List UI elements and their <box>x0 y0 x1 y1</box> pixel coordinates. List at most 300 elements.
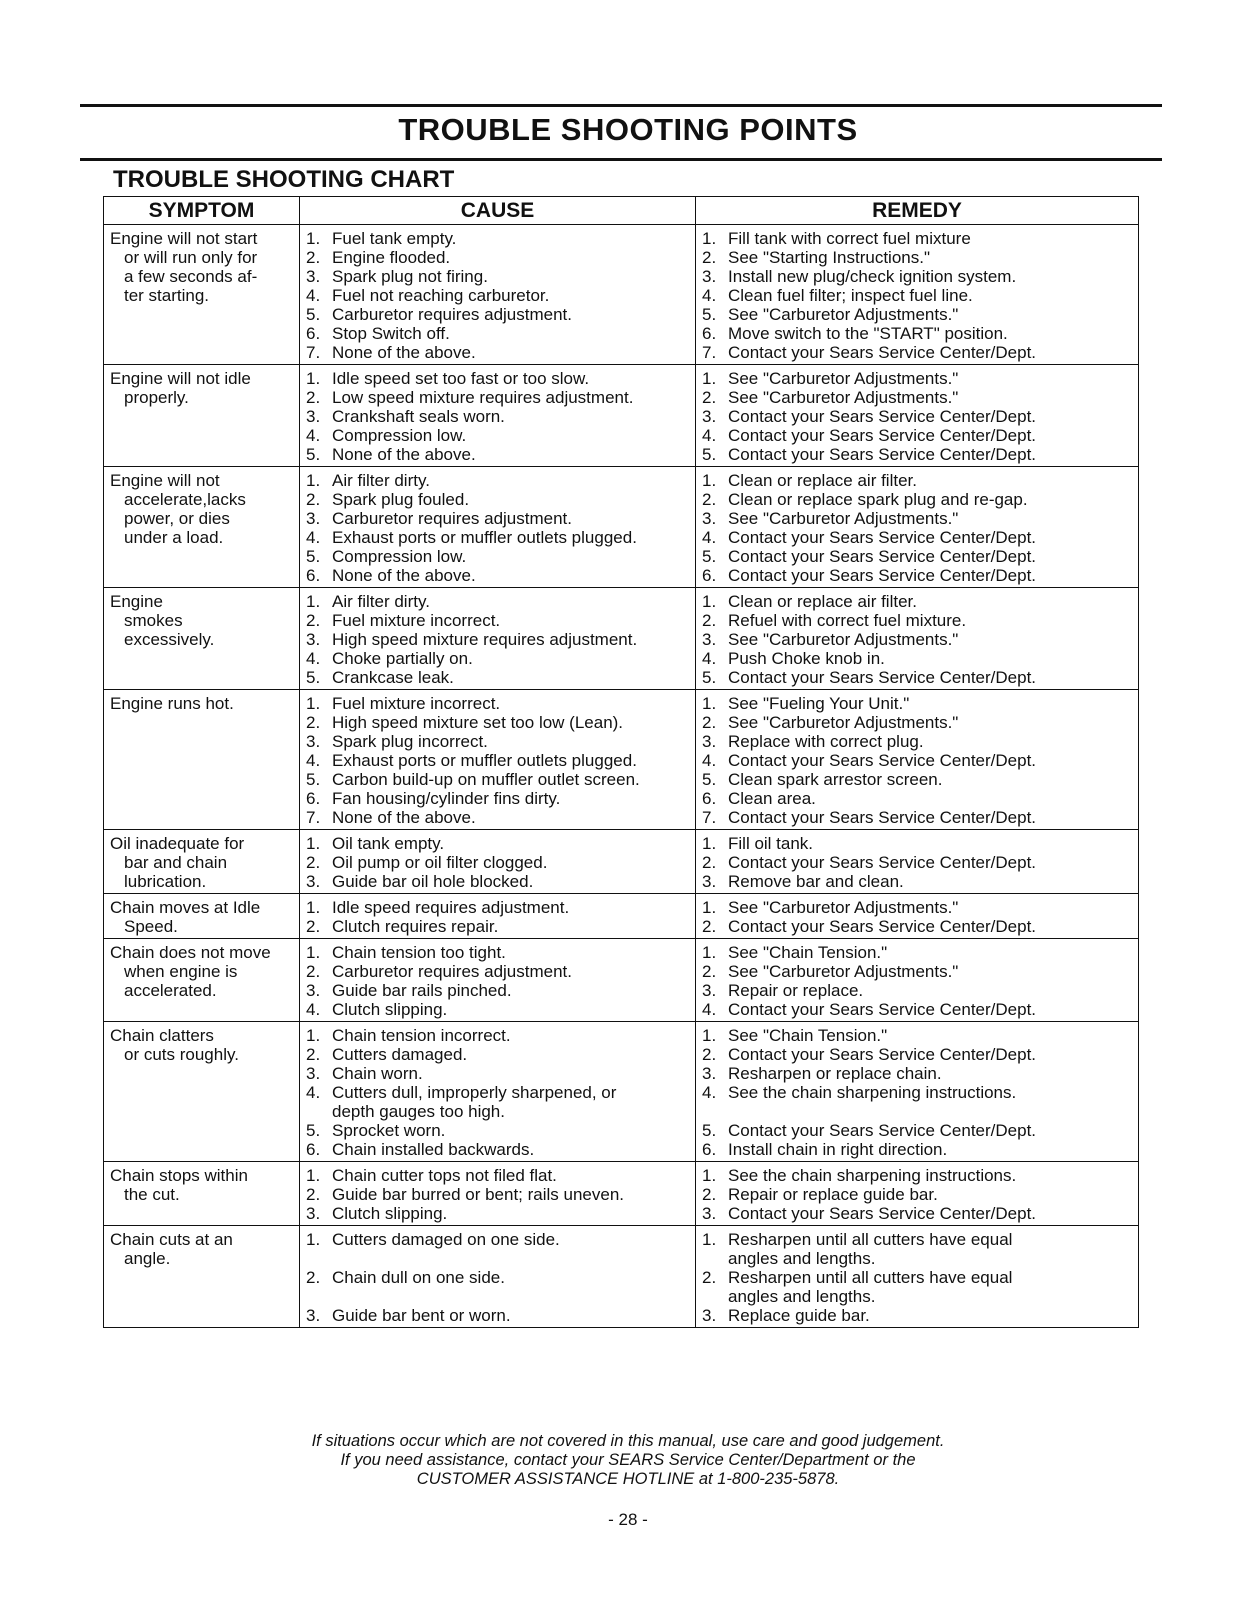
item-number: 4. <box>306 751 321 770</box>
item-number: 3. <box>306 407 321 426</box>
remedy-text: See "Fueling Your Unit." <box>728 694 910 713</box>
symptom-cell <box>104 939 300 1022</box>
cause-text: Clutch slipping. <box>332 1204 448 1223</box>
remedy-text: Contact your Sears Service Center/Dept. <box>728 853 1037 872</box>
remedy-text: Contact your Sears Service Center/Dept. <box>728 343 1037 362</box>
item-number: 1. <box>306 943 321 962</box>
remedy-text: See the chain sharpening instructions. <box>728 1166 1017 1185</box>
cause-item <box>306 229 689 248</box>
cause-text: Crankshaft seals worn. <box>332 407 505 426</box>
cause-cell <box>300 588 696 690</box>
remedy-item <box>702 566 1132 585</box>
remedy-item <box>702 445 1132 464</box>
cause-item <box>306 1140 689 1159</box>
item-number: 3. <box>306 1204 321 1223</box>
item-number: 3. <box>702 1064 717 1083</box>
item-number: 2. <box>702 1185 717 1204</box>
item-number: 2. <box>702 853 717 872</box>
item-number: 1. <box>306 592 321 611</box>
cause-text: Fuel tank empty. <box>332 229 457 248</box>
cause-item <box>306 490 689 509</box>
remedy-text: See "Carburetor Adjustments." <box>728 509 959 528</box>
cause-text: Crankcase leak. <box>332 668 454 687</box>
cause-text: Engine flooded. <box>332 248 451 267</box>
remedy-text: Contact your Sears Service Center/Dept. <box>728 808 1037 827</box>
remedy-text: Remove bar and clean. <box>728 872 904 891</box>
item-number: 3. <box>702 509 717 528</box>
remedy-list <box>702 943 1132 1019</box>
cause-text: Guide bar rails pinched. <box>332 981 512 1000</box>
item-number: 5. <box>306 445 321 464</box>
cause-item <box>306 1268 689 1306</box>
item-number: 6. <box>702 1140 717 1159</box>
remedy-item <box>702 1268 1132 1306</box>
item-number: 4. <box>702 528 717 547</box>
remedy-text: Contact your Sears Service Center/Dept. <box>728 751 1037 770</box>
remedy-text: Replace guide bar. <box>728 1306 870 1325</box>
item-number: 6. <box>306 566 321 585</box>
remedy-text: See "Carburetor Adjustments." <box>728 369 959 388</box>
cause-text: Compression low. <box>332 547 467 566</box>
symptom-line: Chain does not move <box>110 943 271 962</box>
cause-item <box>306 1026 689 1045</box>
symptom-line: Chain clatters <box>110 1026 214 1045</box>
remedy-cell <box>696 467 1139 588</box>
cause-cell <box>300 1022 696 1162</box>
cause-list <box>306 943 689 1019</box>
remedy-cell <box>696 690 1139 830</box>
cause-text: Carburetor requires adjustment. <box>332 509 573 528</box>
cause-text: Chain cutter tops not filed flat. <box>332 1166 557 1185</box>
cause-text: Spark plug incorrect. <box>332 732 488 751</box>
item-number: 2. <box>306 1045 321 1064</box>
cause-text: High speed mixture requires adjustment. <box>332 630 638 649</box>
item-number: 6. <box>702 566 717 585</box>
symptom-line: properly. <box>124 388 189 407</box>
item-number: 1. <box>702 1166 717 1185</box>
symptom-line: or will run only for <box>124 248 258 267</box>
cause-list <box>306 834 689 891</box>
remedy-item <box>702 1185 1132 1204</box>
cause-text: Exhaust ports or muffler outlets plugged. <box>332 528 637 547</box>
cause-text: Spark plug fouled. <box>332 490 470 509</box>
cause-item <box>306 248 689 267</box>
item-number: 6. <box>306 789 321 808</box>
item-number: 7. <box>702 808 717 827</box>
remedy-item <box>702 407 1132 426</box>
cause-text: Stop Switch off. <box>332 324 450 343</box>
table-row <box>104 1022 1139 1162</box>
title-rule <box>80 158 1162 161</box>
remedy-item <box>702 853 1132 872</box>
item-number: 7. <box>702 343 717 362</box>
footer-line: If you need assistance, contact your SEARS Service Center/Department or the <box>340 1451 916 1469</box>
remedy-item <box>702 1166 1132 1185</box>
item-number: 2. <box>306 1268 321 1287</box>
symptom-cell <box>104 1226 300 1328</box>
table-row <box>104 225 1139 365</box>
remedy-item <box>702 962 1132 981</box>
remedy-text: Contact your Sears Service Center/Dept. <box>728 1121 1037 1140</box>
cause-list <box>306 471 689 585</box>
remedy-item <box>702 305 1132 324</box>
remedy-item <box>702 1000 1132 1019</box>
cause-cell <box>300 894 696 939</box>
cause-item <box>306 592 689 611</box>
top-rule <box>80 104 1162 107</box>
cause-item <box>306 509 689 528</box>
item-number: 1. <box>702 1026 717 1045</box>
remedy-item <box>702 229 1132 248</box>
cause-cell <box>300 365 696 467</box>
item-number: 2. <box>702 248 717 267</box>
remedy-text: Contact your Sears Service Center/Dept. <box>728 566 1037 585</box>
remedy-text: See "Carburetor Adjustments." <box>728 713 959 732</box>
remedy-text: See "Starting Instructions." <box>728 248 930 267</box>
item-number: 5. <box>702 305 717 324</box>
item-number: 2. <box>702 1045 717 1064</box>
item-number: 3. <box>702 732 717 751</box>
page-number: - 28 - <box>608 1510 648 1529</box>
item-number: 5. <box>306 1121 321 1140</box>
remedy-list <box>702 592 1132 687</box>
remedy-list <box>702 369 1132 464</box>
cause-text: Cutters dull, improperly sharpened, or depth gauges too high. <box>332 1083 617 1121</box>
remedy-item <box>702 343 1132 362</box>
remedy-text: Replace with correct plug. <box>728 732 924 751</box>
cause-text: Cutters damaged on one side. <box>332 1230 560 1249</box>
symptom-cell <box>104 690 300 830</box>
symptom-line: lubrication. <box>124 872 207 891</box>
cause-item <box>306 1185 689 1204</box>
cause-item <box>306 962 689 981</box>
item-number: 4. <box>702 426 717 445</box>
item-number: 3. <box>306 1064 321 1083</box>
symptom-line: smokes <box>124 611 183 630</box>
symptom-line: the cut. <box>124 1185 180 1204</box>
symptom-cell <box>104 225 300 365</box>
symptom-line: Oil inadequate for <box>110 834 245 853</box>
symptom-header: SYMPTOM <box>104 197 300 225</box>
cause-list <box>306 898 689 936</box>
remedy-item <box>702 369 1132 388</box>
remedy-item <box>702 1121 1132 1140</box>
item-number: 1. <box>702 898 717 917</box>
cause-text: Fuel mixture incorrect. <box>332 611 501 630</box>
cause-text: Cutters damaged. <box>332 1045 468 1064</box>
item-number: 1. <box>306 694 321 713</box>
item-number: 2. <box>306 853 321 872</box>
cause-item <box>306 324 689 343</box>
cause-item <box>306 388 689 407</box>
remedy-item <box>702 1026 1132 1045</box>
item-number: 2. <box>702 490 717 509</box>
item-number: 1. <box>306 229 321 248</box>
remedy-item <box>702 528 1132 547</box>
remedy-item <box>702 898 1132 917</box>
remedy-text: Contact your Sears Service Center/Dept. <box>728 426 1037 445</box>
item-number: 4. <box>306 1000 321 1019</box>
cause-item <box>306 611 689 630</box>
remedy-item <box>702 388 1132 407</box>
cause-text: None of the above. <box>332 445 476 464</box>
symptom-cell <box>104 588 300 690</box>
cause-text: Fan housing/cylinder fins dirty. <box>332 789 561 808</box>
item-number: 2. <box>306 248 321 267</box>
remedy-cell <box>696 1022 1139 1162</box>
cause-item <box>306 528 689 547</box>
symptom-line: under a load. <box>124 528 224 547</box>
item-number: 2. <box>702 388 717 407</box>
item-number: 3. <box>306 1306 321 1325</box>
symptom-line: Engine will not <box>110 471 220 490</box>
cause-item <box>306 1230 689 1268</box>
cause-list <box>306 1230 689 1325</box>
remedy-cell <box>696 588 1139 690</box>
table-row <box>104 1162 1139 1226</box>
symptom-line: angle. <box>124 1249 171 1268</box>
cause-text: None of the above. <box>332 808 476 827</box>
table-body <box>104 225 1139 1328</box>
remedy-item <box>702 547 1132 566</box>
remedy-list <box>702 1166 1132 1223</box>
footer-line: CUSTOMER ASSISTANCE HOTLINE at 1-800-235-5878. <box>416 1470 840 1488</box>
item-number: 5. <box>306 547 321 566</box>
cause-text: Idle speed set too fast or too slow. <box>332 369 590 388</box>
cause-text: Air filter dirty. <box>332 471 430 490</box>
remedy-header: REMEDY <box>696 197 1139 225</box>
item-number: 3. <box>702 1204 717 1223</box>
cause-item <box>306 407 689 426</box>
item-number: 2. <box>702 962 717 981</box>
remedy-item <box>702 834 1132 853</box>
remedy-item <box>702 1306 1132 1325</box>
remedy-text: Resharpen until all cutters have equal angles and lengths. <box>728 1230 1013 1268</box>
remedy-list <box>702 898 1132 936</box>
item-number: 2. <box>306 388 321 407</box>
cause-text: Sprocket worn. <box>332 1121 446 1140</box>
remedy-text: Contact your Sears Service Center/Dept. <box>728 1045 1037 1064</box>
item-number: 3. <box>306 872 321 891</box>
remedy-text: Contact your Sears Service Center/Dept. <box>728 547 1037 566</box>
remedy-text: Contact your Sears Service Center/Dept. <box>728 1204 1037 1223</box>
symptom-line: ter starting. <box>124 286 210 305</box>
item-number: 4. <box>702 286 717 305</box>
remedy-item <box>702 668 1132 687</box>
remedy-item <box>702 324 1132 343</box>
page-title: TROUBLE SHOOTING POINTS <box>398 112 858 147</box>
remedy-text: Contact your Sears Service Center/Dept. <box>728 528 1037 547</box>
cause-text: Chain worn. <box>332 1064 423 1083</box>
item-number: 3. <box>306 267 321 286</box>
symptom-cell <box>104 1022 300 1162</box>
remedy-item <box>702 490 1132 509</box>
remedy-item <box>702 751 1132 770</box>
cause-text: Low speed mixture requires adjustment. <box>332 388 634 407</box>
remedy-item <box>702 1204 1132 1223</box>
remedy-item <box>702 471 1132 490</box>
remedy-item <box>702 732 1132 751</box>
remedy-item <box>702 1083 1132 1121</box>
cause-item <box>306 770 689 789</box>
cause-item <box>306 286 689 305</box>
item-number: 4. <box>306 649 321 668</box>
cause-item <box>306 751 689 770</box>
cause-text: Compression low. <box>332 426 467 445</box>
item-number: 7. <box>306 808 321 827</box>
item-number: 4. <box>702 649 717 668</box>
cause-item <box>306 732 689 751</box>
remedy-item <box>702 592 1132 611</box>
table-row <box>104 690 1139 830</box>
item-number: 2. <box>702 1268 717 1287</box>
item-number: 5. <box>702 1121 717 1140</box>
cause-item <box>306 981 689 1000</box>
remedy-list <box>702 1230 1132 1325</box>
item-number: 1. <box>702 592 717 611</box>
cause-item <box>306 1000 689 1019</box>
remedy-cell <box>696 830 1139 894</box>
cause-item <box>306 445 689 464</box>
symptom-line: Chain moves at Idle <box>110 898 261 917</box>
remedy-item <box>702 630 1132 649</box>
cause-header: CAUSE <box>300 197 696 225</box>
remedy-item <box>702 286 1132 305</box>
item-number: 4. <box>306 528 321 547</box>
cause-list <box>306 229 689 362</box>
cause-text: High speed mixture set too low (Lean). <box>332 713 624 732</box>
remedy-text: Repair or replace. <box>728 981 864 1000</box>
cause-text: Carburetor requires adjustment. <box>332 305 573 324</box>
remedy-text: Resharpen or replace chain. <box>728 1064 942 1083</box>
remedy-text: See "Carburetor Adjustments." <box>728 630 959 649</box>
table-row <box>104 894 1139 939</box>
item-number: 1. <box>306 1166 321 1185</box>
cause-item <box>306 649 689 668</box>
item-number: 3. <box>702 630 717 649</box>
item-number: 1. <box>306 898 321 917</box>
remedy-item <box>702 917 1132 936</box>
cause-item <box>306 1045 689 1064</box>
cause-item <box>306 1064 689 1083</box>
remedy-text: Install chain in right direction. <box>728 1140 948 1159</box>
remedy-text: Fill tank with correct fuel mixture <box>728 229 971 248</box>
cause-item <box>306 917 689 936</box>
item-number: 1. <box>306 1026 321 1045</box>
cause-list <box>306 592 689 687</box>
remedy-item <box>702 694 1132 713</box>
cause-text: Idle speed requires adjustment. <box>332 898 570 917</box>
cause-item <box>306 789 689 808</box>
remedy-item <box>702 1230 1132 1268</box>
symptom-line: bar and chain <box>124 853 228 872</box>
remedy-cell <box>696 1162 1139 1226</box>
symptom-line: or cuts roughly. <box>124 1045 239 1064</box>
symptom-cell <box>104 365 300 467</box>
cause-list <box>306 369 689 464</box>
cause-text: Air filter dirty. <box>332 592 430 611</box>
remedy-item <box>702 1064 1132 1083</box>
remedy-text: Fill oil tank. <box>728 834 814 853</box>
cause-item <box>306 426 689 445</box>
symptom-cell <box>104 1162 300 1226</box>
remedy-text: See "Carburetor Adjustments." <box>728 898 959 917</box>
remedy-item <box>702 649 1132 668</box>
cause-text: Chain dull on one side. <box>332 1268 505 1287</box>
remedy-item <box>702 509 1132 528</box>
cause-text: Fuel mixture incorrect. <box>332 694 501 713</box>
cause-item <box>306 343 689 362</box>
item-number: 2. <box>702 713 717 732</box>
item-number: 3. <box>702 267 717 286</box>
cause-item <box>306 630 689 649</box>
item-number: 2. <box>306 962 321 981</box>
cause-item <box>306 267 689 286</box>
remedy-item <box>702 808 1132 827</box>
item-number: 3. <box>702 981 717 1000</box>
remedy-item <box>702 770 1132 789</box>
cause-text: Guide bar oil hole blocked. <box>332 872 534 891</box>
symptom-line: Engine will not idle <box>110 369 251 388</box>
remedy-item <box>702 1140 1132 1159</box>
remedy-cell <box>696 365 1139 467</box>
remedy-item <box>702 1045 1132 1064</box>
item-number: 4. <box>702 1000 717 1019</box>
remedy-text: Clean or replace air filter. <box>728 592 917 611</box>
table-row <box>104 939 1139 1022</box>
troubleshooting-table <box>103 196 1139 1328</box>
remedy-list <box>702 471 1132 585</box>
remedy-cell <box>696 894 1139 939</box>
symptom-line: accelerate,lacks <box>124 490 246 509</box>
cause-item <box>306 713 689 732</box>
cause-text: None of the above. <box>332 343 476 362</box>
remedy-text: Clean or replace air filter. <box>728 471 917 490</box>
cause-item <box>306 1306 689 1325</box>
item-number: 3. <box>702 1306 717 1325</box>
item-number: 5. <box>702 547 717 566</box>
cause-list <box>306 1026 689 1159</box>
item-number: 3. <box>702 407 717 426</box>
item-number: 7. <box>306 343 321 362</box>
cause-item <box>306 305 689 324</box>
table-row <box>104 1226 1139 1328</box>
cause-text: Chain tension too tight. <box>332 943 506 962</box>
table-row <box>104 830 1139 894</box>
item-number: 1. <box>702 834 717 853</box>
cause-cell <box>300 1162 696 1226</box>
cause-item <box>306 1083 689 1121</box>
table-row <box>104 588 1139 690</box>
item-number: 1. <box>702 229 717 248</box>
cause-cell <box>300 1226 696 1328</box>
item-number: 1. <box>702 694 717 713</box>
item-number: 3. <box>306 981 321 1000</box>
item-number: 6. <box>702 324 717 343</box>
item-number: 1. <box>306 471 321 490</box>
symptom-cell <box>104 894 300 939</box>
remedy-text: Resharpen until all cutters have equal angles and lengths. <box>728 1268 1013 1306</box>
cause-item <box>306 943 689 962</box>
symptom-line: when engine is <box>124 962 238 981</box>
remedy-text: Clean area. <box>728 789 816 808</box>
cause-text: Choke partially on. <box>332 649 473 668</box>
symptom-line: a few seconds af- <box>124 267 258 286</box>
table-row <box>104 365 1139 467</box>
cause-text: Carbon build-up on muffler outlet screen. <box>332 770 640 789</box>
item-number: 3. <box>306 732 321 751</box>
cause-item <box>306 547 689 566</box>
